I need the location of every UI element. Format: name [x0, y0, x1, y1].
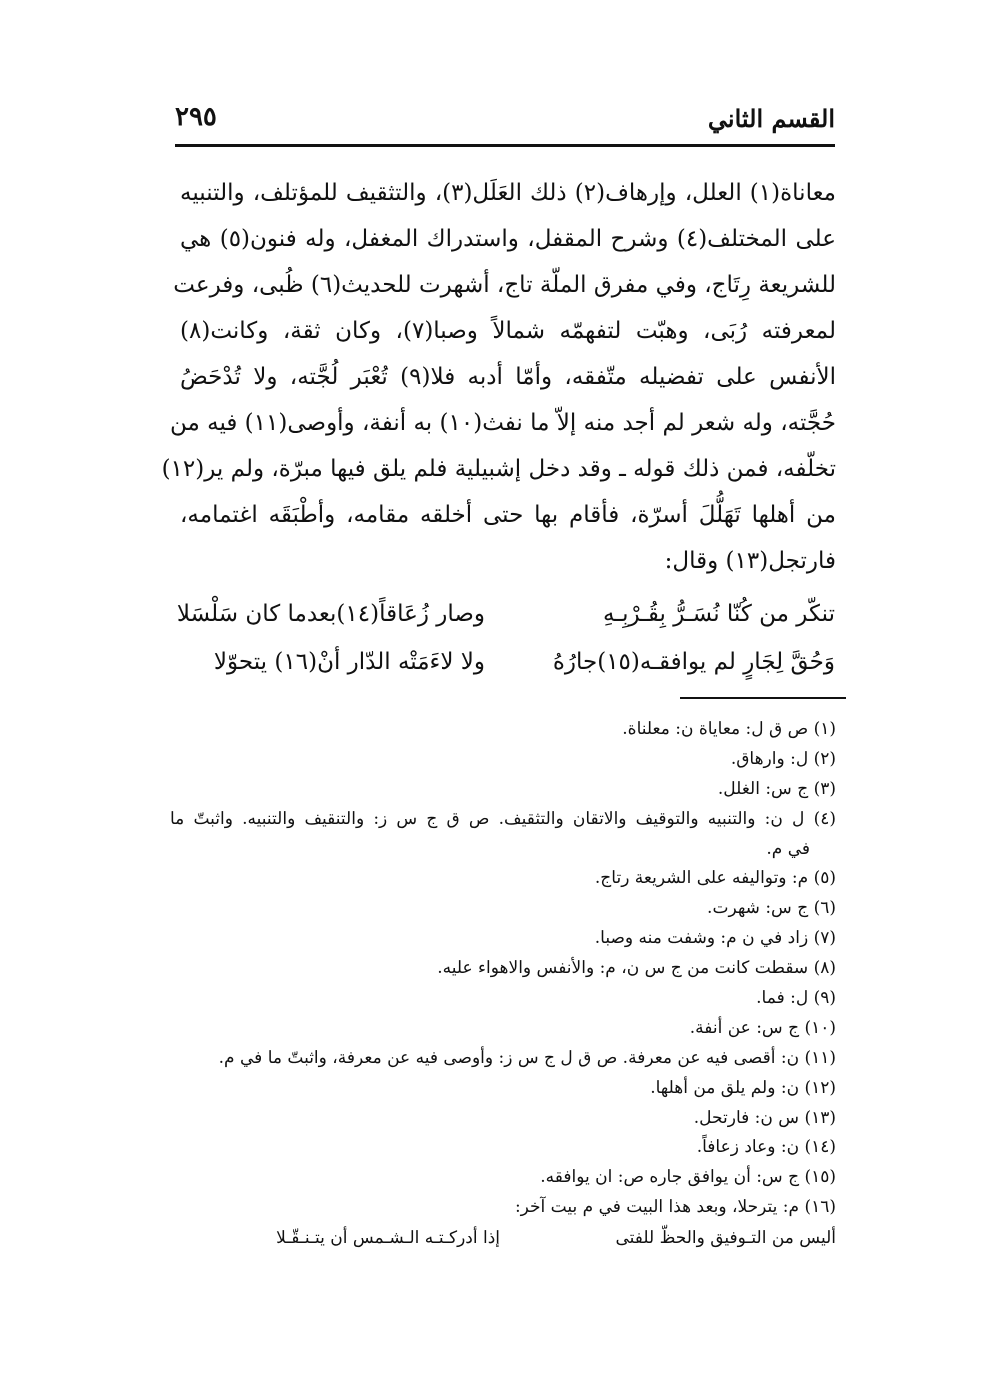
page-header: [175, 100, 835, 144]
footnotes: [170, 715, 836, 1253]
main-text: [161, 170, 836, 584]
header-rule: [175, 144, 835, 147]
footnote: (٦) ج س: شهرت.: [707, 898, 836, 919]
text-line: تخلّفه، فمن ذلك قوله ـ وقد دخل إشبيلية فلم يلق فيها مبرّة، ولم ير(١٢): [161, 456, 836, 482]
footnote: (١٠) ج س: عن أنفة.: [689, 1017, 836, 1038]
poem: [176, 590, 835, 686]
footnote: (١٢) ن: ولم يلق من أهلها.: [650, 1077, 836, 1098]
footnote: (٨) سقطت كانت من ج س ن، م: والأنفس والاهواء عليه.: [437, 958, 836, 979]
footnote-verse-first-hemistich: أليس من التـوفيق والحظّ للفتى: [615, 1228, 836, 1249]
footnote: (١) ص ق ل: معاياة ن: معلناة.: [622, 719, 836, 739]
footnote: (١١) ن: أقصى فيه عن معرفة. ص ق ل ج س ز: وأوصى فيه عن معرفة، واثبتّ ما في م.: [218, 1047, 836, 1068]
footnote-verse: [170, 1223, 836, 1253]
footnote: (٩) ل: فما.: [756, 988, 836, 1009]
footnote: (٥) م: وتواليفه على الشريعة رتاج.: [594, 868, 836, 889]
footnote-verse-second-hemistich: إذا أدركـتـه الـشـمس أن يتـنـقّـلا: [276, 1228, 500, 1249]
text-line: للشريعة رِتَاج، وفي مفرق الملّة تاج، أشهرت للحديث(٦) ظُبى، وفرعت: [173, 272, 836, 298]
footnote: (١٥) ج س: أن يوافق جاره ص: ان يوافقه.: [540, 1167, 836, 1188]
footnote: (٧) زاد في ن م: وشفت منه وصبا.: [594, 928, 836, 949]
section-title: القسم الثاني: [707, 104, 835, 133]
footnote: (٣) ج س: الغلل.: [717, 778, 836, 799]
footnote: (٤) ل ن: والتنبيه والتوقيف والاتقان والتثقيف. ص ق ج س ز: والتنقيف والتنبيه. واثبتّ ما: [170, 808, 836, 829]
text-line: الأنفس على تفضيله متّفقه، وأمّا أدبه فلا(٩) تُعْبَر لُجَّته، ولا تُدْحَضُ: [180, 364, 836, 390]
verse-first-hemistich: تنكّر من كُنّا نُسَـرُّ بِقُـرْبِـهِ: [603, 601, 835, 627]
verse-second-hemistich: وصار زُعَاقاً(١٤)بعدما كان سَلْسَلا: [176, 601, 485, 627]
text-line: حُجَّته، وله شعر لم أجد منه إلاّ ما نفث(١٠) به أنفة، وأوصى(١١) فيه من: [169, 410, 836, 436]
footnote: (١٤) ن: وعاد زعافاً.: [696, 1137, 836, 1158]
verse: [185, 638, 835, 686]
text-line: على المختلف(٤) وشرح المقفل، واستدراك المغفل، وله فنون(٥) هي: [180, 226, 836, 252]
footnote: (١٦) م: يترحلا، وبعد هذا البيت في م بيت آخر:: [514, 1197, 836, 1218]
verse: [176, 590, 835, 638]
footnote: (٢) ل: وارهاق.: [730, 748, 836, 769]
text-line: من أهلها تَهَلُّلَ أسرّة، فأقام بها حتى أخلقه مقامه، وأطْبَقَه اغتمامه،: [180, 502, 836, 528]
footnote-separator: [680, 697, 846, 699]
footnote-continuation: في م.: [766, 838, 810, 859]
text-line: فارتجل(١٣) وقال:: [664, 548, 836, 574]
text-line: معاناة(١) العلل، وإرهاف(٢) ذلك العَلَل(٣)، والتثقيف للمؤتلف، والتنبيه: [180, 180, 836, 206]
text-line: لمعرفته رُبَى، وهبّت لتفهمّه شمالاً وصبا(٧)، وكان ثقة، وكانت(٨): [180, 318, 836, 344]
verse-first-hemistich: وَحُقَّ لِجَارٍ لم يوافقـه(١٥)جارُهُ: [552, 649, 835, 675]
footnote: (١٣) س ن: فارتحل.: [693, 1107, 836, 1128]
verse-second-hemistich: ولا لاءَمَتْه الدّار أنْ(١٦) يتحوّلا: [213, 649, 485, 675]
page-number: ٢٩٥: [175, 102, 217, 132]
